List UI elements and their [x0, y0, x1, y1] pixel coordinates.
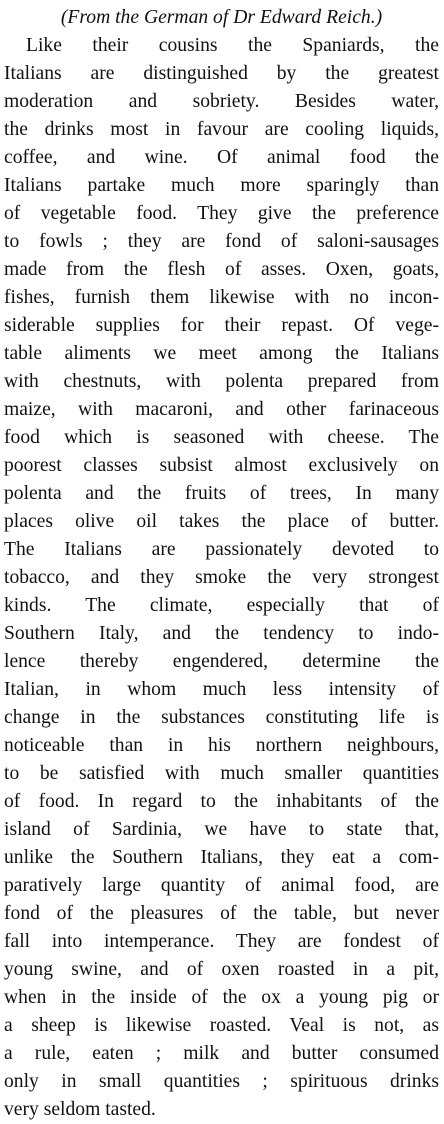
text-line: maize, with macaroni, and other farinaceous: [4, 399, 439, 420]
text-line: Italians partake much more sparingly than: [4, 175, 439, 196]
text-line: polenta and the fruits of trees, In many: [4, 483, 439, 504]
text-line: very seldom tasted.: [4, 1099, 156, 1120]
text-line: with chestnuts, with polenta prepared from: [4, 371, 439, 392]
text-line: The Italians are passionately devoted to: [4, 539, 439, 560]
text-line: Italian, in whom much less intensity of: [4, 679, 439, 700]
text-line: moderation and sobriety. Besides water,: [4, 91, 439, 112]
text-line: fond of the pleasures of the table, but never: [4, 903, 439, 924]
text-line: to fowls ; they are fond of saloni-sausages: [4, 231, 439, 252]
attribution-line: (From the German of Dr Edward Reich.): [60, 7, 383, 28]
text-line: made from the flesh of asses. Oxen, goats,: [4, 259, 439, 280]
text-line: siderable supplies for their repast. Of vege-: [4, 315, 439, 336]
text-line: Like their cousins the Spaniards, the: [26, 35, 439, 56]
text-line: a sheep is likewise roasted. Veal is not, as: [4, 1015, 439, 1036]
text-line: young swine, and of oxen roasted in a pit,: [4, 959, 439, 980]
text-line: coffee, and wine. Of animal food the: [4, 147, 439, 168]
text-line: the drinks most in favour are cooling liquids,: [4, 119, 439, 140]
text-line: lence thereby engendered, determine the: [4, 651, 439, 672]
text-line: to be satisfied with much smaller quantities: [4, 763, 439, 784]
text-line: a rule, eaten ; milk and butter consumed: [4, 1043, 439, 1064]
text-line: poorest classes subsist almost exclusively on: [4, 455, 439, 476]
text-line: tobacco, and they smoke the very strongest: [4, 567, 439, 588]
text-line: unlike the Southern Italians, they eat a com-: [4, 847, 439, 868]
text-line: Italians are distinguished by the greatest: [4, 63, 439, 84]
text-line: places olive oil takes the place of butter.: [4, 511, 439, 532]
text-line: paratively large quantity of animal food, are: [4, 875, 439, 896]
text-line: when in the inside of the ox a young pig or: [4, 987, 439, 1008]
text-line: kinds. The climate, especially that of: [4, 595, 439, 616]
text-line: Southern Italy, and the tendency to indo-: [4, 623, 439, 644]
text-line: island of Sardinia, we have to state that,: [4, 819, 439, 840]
text-line: change in the substances constituting life is: [4, 707, 439, 728]
text-line: only in small quantities ; spirituous drinks: [4, 1071, 439, 1092]
text-line: food which is seasoned with cheese. The: [4, 427, 439, 448]
text-line: fall into intemperance. They are fondest of: [4, 931, 439, 952]
text-line: of food. In regard to the inhabitants of the: [4, 791, 439, 812]
text-line: table aliments we meet among the Italians: [4, 343, 439, 364]
text-line: fishes, furnish them likewise with no incon-: [4, 287, 439, 308]
text-line: noticeable than in his northern neighbours,: [4, 735, 439, 756]
text-line: of vegetable food. They give the preference: [4, 203, 439, 224]
article-paragraph: [4, 32, 439, 1124]
